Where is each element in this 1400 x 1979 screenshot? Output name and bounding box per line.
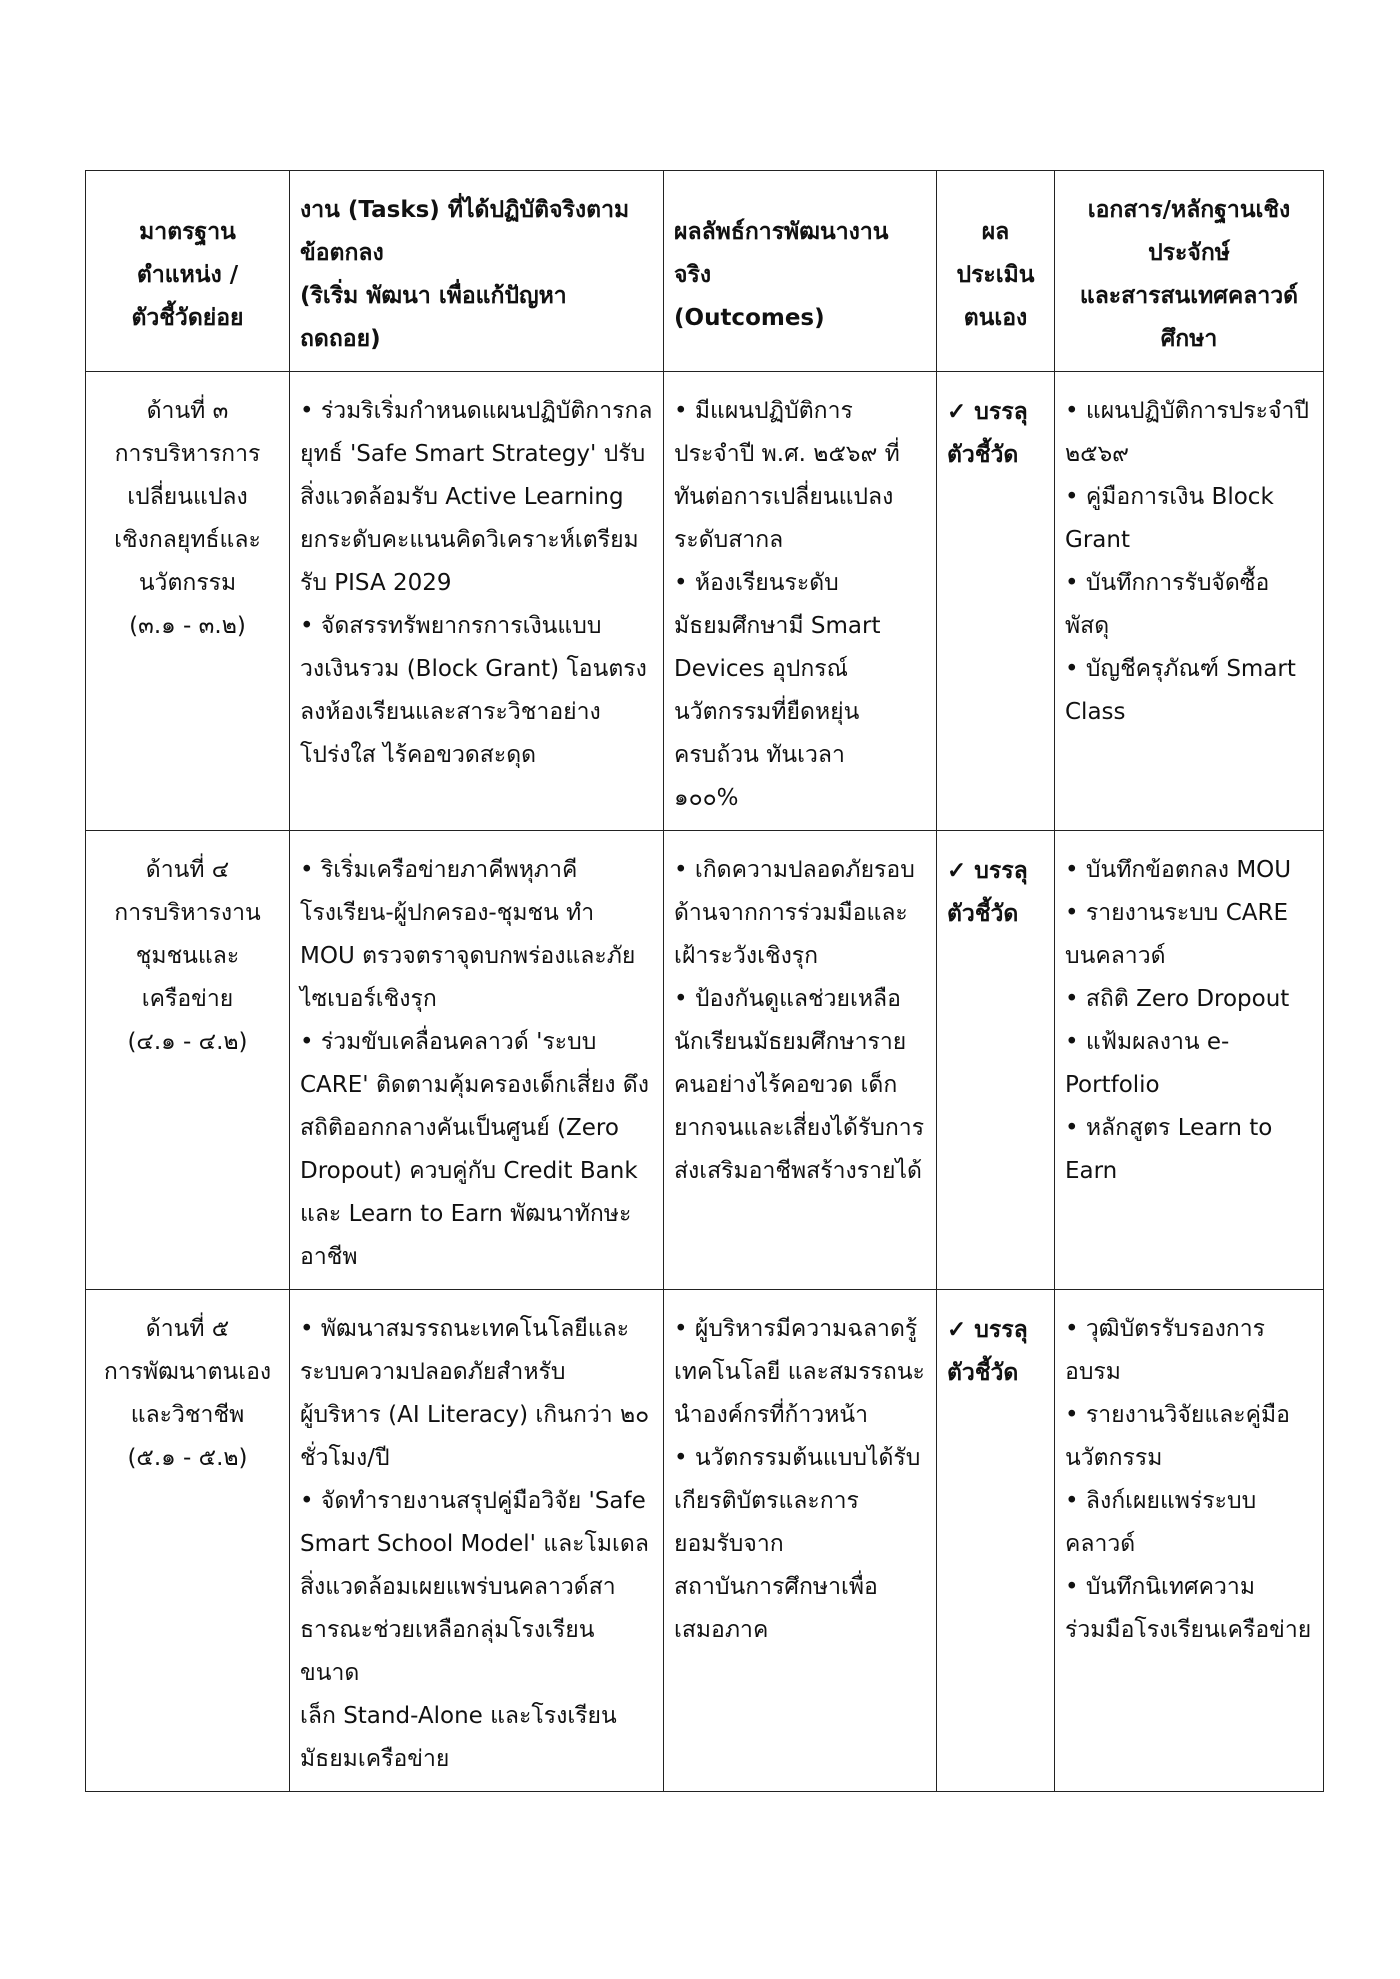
outcomes-line: • นวัตกรรมต้นแบบได้รับ: [674, 1445, 921, 1471]
tasks-line: • ริเริ่มเครือข่ายภาคีพหุภาคี: [300, 857, 578, 883]
header-outcomes: ผลลัพธ์การพัฒนางาน จริง (Outcomes): [664, 171, 937, 372]
standard-line: และวิชาชีพ: [130, 1402, 245, 1428]
outcomes-line: • ป้องกันดูแลช่วยเหลือ: [674, 986, 901, 1012]
outcomes-line: นวัตกรรมที่ยืดหยุ่น: [674, 699, 860, 725]
outcomes-cell: [664, 831, 937, 1290]
table-row: [86, 372, 1324, 831]
tasks-line: Dropout) ควบคู่กับ Credit Bank: [300, 1158, 638, 1184]
outcomes-line: ส่งเสริมอาชีพสร้างรายได้: [674, 1158, 922, 1184]
tasks-line: Smart School Model' และโมเดล: [300, 1531, 649, 1557]
evidence-line: • วุฒิบัตรรับรองการ: [1065, 1316, 1266, 1342]
tasks-line: ยกระดับคะแนนคิดวิเคราะห์เตรียม: [300, 527, 639, 553]
evidence-line: • ลิงก์เผยแพร่ระบบ: [1065, 1488, 1257, 1514]
tasks-cell: [290, 1290, 664, 1792]
tasks-line: ลงห้องเรียนและสาระวิชาอย่าง: [300, 699, 601, 725]
outcomes-line: เสมอภาค: [674, 1617, 769, 1643]
standard-line: ด้านที่ ๓: [146, 398, 229, 424]
header-evidence: เอกสาร/หลักฐานเชิง ประจักษ์ และสารสนเทศคลาวด์ ศึกษา: [1055, 171, 1324, 372]
evidence-line: อบรม: [1065, 1359, 1121, 1385]
tasks-line: สิ่งแวดล้อมเผยแพร่บนคลาวด์สา: [300, 1574, 616, 1600]
outcomes-line: • มีแผนปฏิบัติการ: [674, 398, 853, 424]
tasks-line: โรงเรียน-ผู้ปกครอง-ชุมชน ทำ: [300, 900, 595, 926]
evidence-line: นวัตกรรม: [1065, 1445, 1163, 1471]
evidence-line: Grant: [1065, 527, 1130, 553]
evidence-line: • บันทึกข้อตกลง MOU: [1065, 857, 1292, 883]
outcomes-line: Devices อุปกรณ์: [674, 656, 848, 682]
outcomes-line: นักเรียนมัธยมศึกษาราย: [674, 1029, 907, 1055]
standard-line: การบริหารการ: [114, 441, 261, 467]
evidence-line: • หลักสูตร Learn to: [1065, 1115, 1273, 1141]
tasks-line: สถิติออกกลางคันเป็นศูนย์ (Zero: [300, 1115, 619, 1141]
standard-line: (๓.๑ - ๓.๒): [129, 613, 246, 639]
header-self-evaluation: ผล ประเมิน ตนเอง: [937, 171, 1055, 372]
evidence-line: • แผนปฏิบัติการประจำปี: [1065, 398, 1309, 424]
tasks-line: มัธยมเครือข่าย: [300, 1746, 450, 1772]
standard-line: นวัตกรรม: [138, 570, 237, 596]
outcomes-line: สถาบันการศึกษาเพื่อ: [674, 1574, 878, 1600]
standard-line: (๕.๑ - ๕.๒): [127, 1445, 248, 1471]
tasks-line: อาชีพ: [300, 1244, 358, 1270]
eval-line: ตัวชี้วัด: [947, 441, 1019, 468]
tasks-line: • พัฒนาสมรรถนะเทคโนโลยีและ: [300, 1316, 630, 1342]
tasks-line: • ร่วมริเริ่มกำหนดแผนปฏิบัติการกล: [300, 398, 653, 424]
standard-line: การพัฒนาตนเอง: [103, 1359, 272, 1385]
evidence-line: • บันทึกนิเทศความ: [1065, 1574, 1256, 1600]
standard-line: ด้านที่ ๕: [145, 1316, 230, 1342]
tasks-cell: [290, 831, 664, 1290]
tasks-line: ชั่วโมง/ปี: [300, 1445, 390, 1471]
outcomes-line: • ห้องเรียนระดับ: [674, 570, 839, 596]
standard-line: เปลี่ยนแปลง: [127, 484, 248, 510]
evidence-line: บนคลาวด์: [1065, 943, 1166, 969]
tasks-line: ไซเบอร์เชิงรุก: [300, 986, 437, 1012]
header-row: [86, 171, 1324, 372]
standard-line: เครือข่าย: [141, 986, 234, 1012]
tasks-line: วงเงินรวม (Block Grant) โอนตรง: [300, 656, 647, 682]
outcomes-line: มัธยมศึกษามี Smart: [674, 613, 881, 639]
evidence-line: Earn: [1065, 1158, 1118, 1184]
evidence-line: ร่วมมือโรงเรียนเครือข่าย: [1065, 1617, 1312, 1643]
evidence-line: ๒๕๖๙: [1065, 441, 1130, 467]
tasks-line: ยุทธ์ 'Safe Smart Strategy' ปรับ: [300, 441, 646, 467]
outcomes-line: ทันต่อการเปลี่ยนแปลง: [674, 484, 894, 510]
self-evaluation-cell: [937, 1290, 1055, 1792]
outcomes-cell: [664, 372, 937, 831]
tasks-line: เล็ก Stand-Alone และโรงเรียน: [300, 1703, 617, 1729]
evidence-line: • บันทึกการรับจัดซื้อ: [1065, 570, 1270, 596]
eval-line: ✓ บรรลุ: [947, 398, 1028, 425]
evidence-cell: [1055, 831, 1324, 1290]
evidence-line: Portfolio: [1065, 1072, 1160, 1098]
eval-line: ✓ บรรลุ: [947, 857, 1028, 884]
standard-cell: [86, 1290, 290, 1792]
evidence-line: Class: [1065, 699, 1126, 725]
tasks-line: • จัดสรรทรัพยากรการเงินแบบ: [300, 613, 602, 639]
tasks-line: ธารณะช่วยเหลือกลุ่มโรงเรียนขนาด: [300, 1617, 595, 1686]
outcomes-line: ด้านจากการร่วมมือและ: [674, 900, 908, 926]
tasks-line: ผู้บริหาร (AI Literacy) เกินกว่า ๒๐: [300, 1402, 650, 1428]
tasks-line: และ Learn to Earn พัฒนาทักษะ: [300, 1201, 632, 1227]
standard-line: ชุมชนและ: [135, 943, 240, 969]
header-standard: มาตรฐาน ตำแหน่ง / ตัวชี้วัดย่อย: [86, 171, 290, 372]
outcomes-line: คนอย่างไร้คอขวด เด็ก: [674, 1072, 898, 1098]
outcomes-line: ครบถ้วน ทันเวลา: [674, 742, 845, 768]
evidence-line: พัสดุ: [1065, 613, 1110, 639]
standard-line: การบริหารงาน: [114, 900, 261, 926]
evidence-line: • บัญชีครุภัณฑ์ Smart: [1065, 656, 1296, 682]
outcomes-line: ยอมรับจาก: [674, 1531, 784, 1557]
outcomes-cell: [664, 1290, 937, 1792]
header-tasks: งาน (Tasks) ที่ได้ปฏิบัติจริงตาม ข้อตกลง (ริเริ่ม พัฒนา เพื่อแก้ปัญหา ถดถอย): [290, 171, 664, 372]
standard-line: (๔.๑ - ๔.๒): [127, 1029, 248, 1055]
standard-cell: [86, 372, 290, 831]
evidence-line: • รายงานระบบ CARE: [1065, 900, 1289, 926]
evidence-cell: [1055, 1290, 1324, 1792]
outcomes-line: ยากจนและเสี่ยงได้รับการ: [674, 1115, 925, 1141]
eval-line: ตัวชี้วัด: [947, 900, 1019, 927]
evidence-line: • รายงานวิจัยและคู่มือ: [1065, 1402, 1290, 1428]
table-row: [86, 831, 1324, 1290]
tasks-line: MOU ตรวจตราจุดบกพร่องและภัย: [300, 943, 636, 969]
outcomes-line: นำองค์กรที่ก้าวหน้า: [674, 1402, 869, 1428]
tasks-line: • ร่วมขับเคลื่อนคลาวด์ 'ระบบ: [300, 1029, 597, 1055]
tasks-line: โปร่งใส ไร้คอขวดสะดุด: [300, 742, 537, 768]
standard-line: ด้านที่ ๔: [145, 857, 230, 883]
evidence-line: • แฟ้มผลงาน e-: [1065, 1029, 1230, 1055]
self-evaluation-cell: [937, 831, 1055, 1290]
eval-line: ✓ บรรลุ: [947, 1316, 1028, 1343]
outcomes-line: เฝ้าระวังเชิงรุก: [674, 943, 819, 969]
outcomes-line: ระดับสากล: [674, 527, 784, 553]
evidence-line: • คู่มือการเงิน Block: [1065, 484, 1274, 510]
table-row: [86, 1290, 1324, 1792]
tasks-line: CARE' ติดตามคุ้มครองเด็กเสี่ยง ดึง: [300, 1072, 649, 1098]
outcomes-line: ประจำปี พ.ศ. ๒๕๖๙ ที่: [674, 441, 900, 467]
self-evaluation-cell: [937, 372, 1055, 831]
self-assessment-table: [85, 170, 1324, 1792]
outcomes-line: เกียรติบัตรและการ: [674, 1488, 859, 1514]
tasks-line: รับ PISA 2029: [300, 570, 452, 596]
outcomes-line: ๑๐๐%: [674, 785, 739, 811]
tasks-line: • จัดทำรายงานสรุปคู่มือวิจัย 'Safe: [300, 1488, 646, 1514]
outcomes-line: เทคโนโลยี และสมรรถนะ: [674, 1359, 925, 1385]
standard-cell: [86, 831, 290, 1290]
eval-line: ตัวชี้วัด: [947, 1359, 1019, 1386]
standard-line: เชิงกลยุทธ์และ: [114, 527, 261, 553]
evidence-line: • สถิติ Zero Dropout: [1065, 986, 1290, 1012]
tasks-line: ระบบความปลอดภัยสำหรับ: [300, 1359, 566, 1385]
tasks-cell: [290, 372, 664, 831]
outcomes-line: • ผู้บริหารมีความฉลาดรู้: [674, 1316, 918, 1342]
evidence-line: คลาวด์: [1065, 1531, 1136, 1557]
evidence-cell: [1055, 372, 1324, 831]
tasks-line: สิ่งแวดล้อมรับ Active Learning: [300, 484, 624, 510]
outcomes-line: • เกิดความปลอดภัยรอบ: [674, 857, 915, 883]
